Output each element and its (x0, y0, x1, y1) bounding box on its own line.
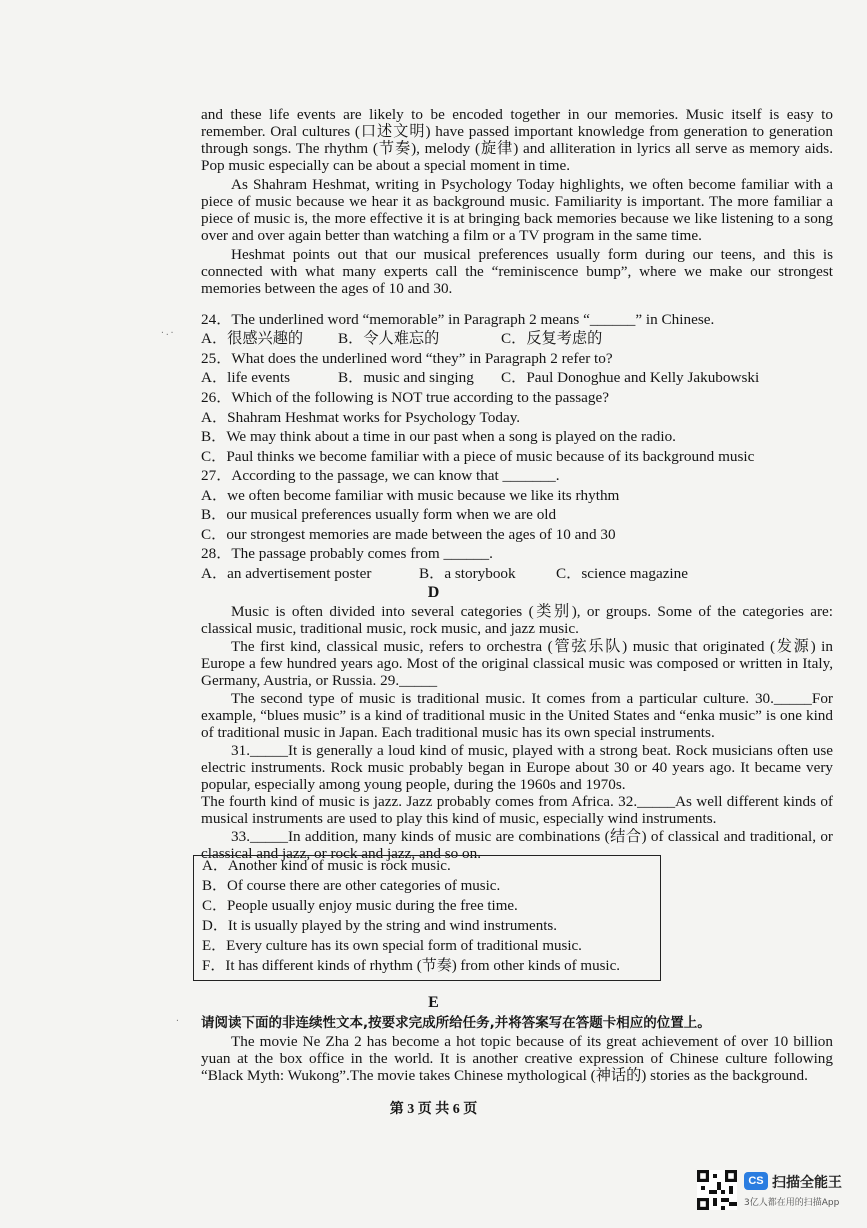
question-26-option-c: C．Paul thinks we become familiar with a piece of music because of its background music (201, 448, 755, 465)
section-e-heading: E (428, 994, 439, 1011)
option-d: D．It is usually played by the string and wind instruments. (202, 918, 557, 934)
question-27-option-b: B．our musical preferences usually form when we are old (201, 506, 557, 523)
question-25-option-b: B．music and singing (338, 369, 474, 386)
passage-c-paragraph-2: As Shahram Heshmat, writing in Psychology Today highlights, we often become familiar with a piece of music because we hear it as background music. Familiarity is important. The more familiar a piece of music is, the more effective it is at bringing back memories because we like listening to a song over and over again better than watching a film or a TV program in the same time. (201, 176, 833, 244)
camscanner-logo-icon: CS (744, 1172, 768, 1190)
question-26-option-a: A．Shahram Heshmat works for Psychology Today. (201, 409, 521, 426)
question-28-option-b: B．a storybook (419, 565, 516, 582)
question-24-option-b: B．令人难忘的 (338, 330, 440, 347)
question-24-stem: 24．The underlined word “memorable” in Paragraph 2 means “______” in Chinese. (201, 311, 715, 328)
passage-d-paragraph-3: The second type of music is traditional music. It comes from a particular culture. 30._____For example, “blues music” is a kind of traditional music in the United States and “enka music” is one kind of traditional music in Japan. Each traditional music has its own special instruments. (201, 690, 833, 741)
question-24-option-c: C．反复考虑的 (501, 330, 603, 347)
question-25-option-c: C．Paul Donoghue and Kelly Jakubowski (501, 369, 760, 386)
question-27-option-a: A．we often become familiar with music because we like its rhythm (201, 487, 620, 504)
passage-c (201, 106, 833, 297)
question-28-option-a: A．an advertisement poster (201, 565, 372, 582)
passage-d-paragraph-2: The first kind, classical music, refers to orchestra (管弦乐队) music that originated (发源) in Europe a few hundred years ago. Most of the original classical music was composed or written in Italy, Germany, Austria, or Russia. 29._____ (201, 638, 833, 689)
question-24-option-a: A．很感兴趣的 (201, 330, 304, 347)
option-f: F．It has different kinds of rhythm (节奏) from other kinds of music. (202, 958, 620, 974)
options-box (193, 855, 661, 981)
section-e-instruction: 请阅读下面的非连续性文本,按要求完成所给任务,并将答案写在答题卡相应的位置上。 (201, 1015, 711, 1031)
passage-d-paragraph-5: The fourth kind of music is jazz. Jazz probably comes from Africa. 32._____As well different kinds of musical instruments are used to play this kind of music, especially wind instruments. (201, 793, 833, 827)
option-b: B．Of course there are other categories of music. (202, 878, 501, 894)
passage-d-paragraph-4: 31._____It is generally a loud kind of music, played with a strong beat. Rock musicians often use electric instruments. Rock music probably began in Europe about 30 or 40 years ago. It became very popular, especially among young people, during the 1960s and 1970s. (201, 742, 833, 793)
section-d-heading: D (427, 584, 440, 601)
question-25-stem: 25．What does the underlined word “they” in Paragraph 2 refer to? (201, 350, 613, 367)
question-26-stem: 26．Which of the following is NOT true according to the passage? (201, 389, 609, 406)
passage-d-paragraph-1: Music is often divided into several categories (类别), or groups. Some of the categories are: classical music, traditional music, rock music, and jazz music. (201, 603, 833, 637)
scan-artifact: ·.· (160, 328, 175, 337)
qr-code-icon (697, 1170, 737, 1210)
question-28-option-c: C．science magazine (556, 565, 688, 582)
option-e: E．Every culture has its own special form of traditional music. (202, 938, 582, 954)
question-27-stem: 27．According to the passage, we can know that _______. (201, 467, 560, 484)
option-a: A．Another kind of music is rock music. (202, 858, 451, 874)
passage-d (201, 603, 833, 862)
passage-c-paragraph-1: and these life events are likely to be encoded together in our memories. Music itself is easy to remember. Oral cultures (口述文明) have passed important knowledge from generation to generation through songs. The rhythm (节奏), melody (旋律) and alliteration in lyrics all serve as memory aids. Pop music especially can be about a special moment in time. (201, 106, 833, 174)
scan-artifact: · (175, 1016, 180, 1025)
passage-e (201, 1033, 833, 1084)
passage-c-paragraph-3: Heshmat points out that our musical preferences usually form during our teens, and this is connected with what many experts call the “reminiscence bump”, where we make our strongest memories between the ages of 10 and 30. (201, 246, 833, 297)
question-28-stem: 28．The passage probably comes from ______. (201, 545, 493, 562)
camscanner-name: 扫描全能王 (772, 1175, 842, 1191)
question-27-option-c: C．our strongest memories are made between the ages of 10 and 30 (201, 526, 616, 543)
camscanner-tagline: 3亿人都在用的扫描App (744, 1198, 840, 1208)
question-26-option-b: B．We may think about a time in our past when a song is played on the radio. (201, 428, 676, 445)
passage-d-paragraph-6: 33._____In addition, many kinds of music are combinations (结合) of classical and traditional, or classical and jazz, or rock and jazz, and so on. (201, 828, 833, 862)
passage-e-paragraph-1: The movie Ne Zha 2 has become a hot topic because of its great achievement of over 10 billion yuan at the box office in the world. It is another creative expression of Chinese culture following “Black Myth: Wukong”.The movie takes Chinese mythological (神话的) stories as the background. (201, 1033, 833, 1084)
question-25-option-a: A．life events (201, 369, 290, 386)
page-number: 第 3 页 共 6 页 (389, 1102, 478, 1117)
option-c: C．People usually enjoy music during the free time. (202, 898, 518, 914)
